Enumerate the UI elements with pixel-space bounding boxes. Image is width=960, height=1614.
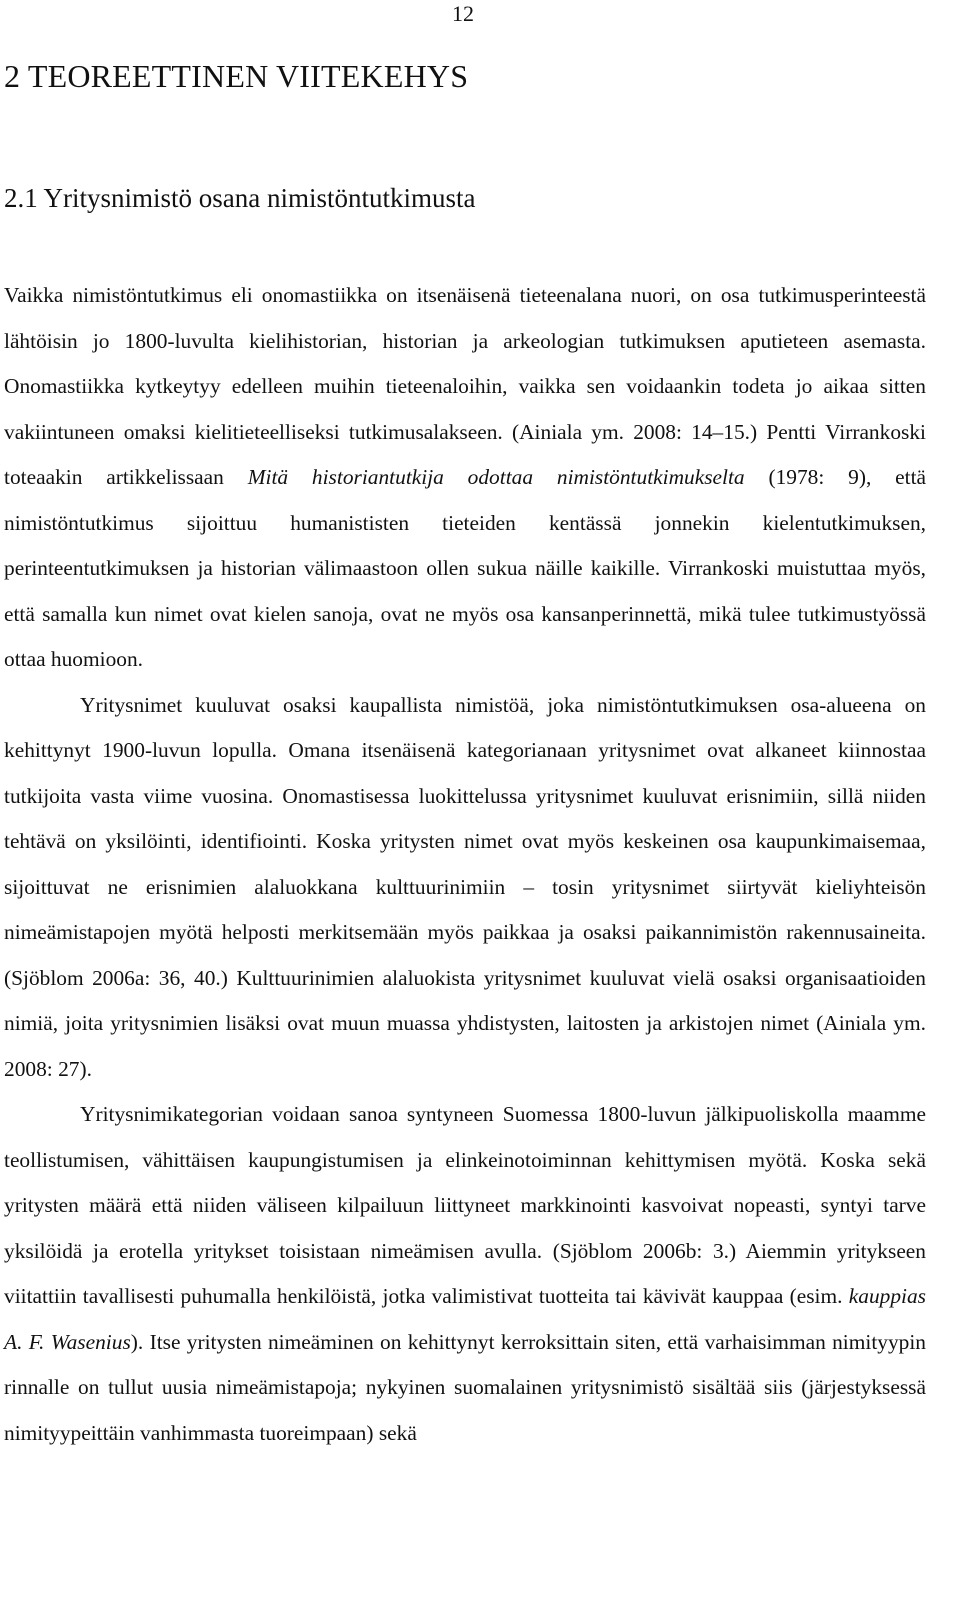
article-title: Mitä historiantutkija odottaa nimistöntutkimukselta [247, 465, 745, 489]
example-name: kauppias A. F. Wasenius [4, 1284, 926, 1354]
paragraph-2: Yritysnimet kuuluvat osaksi kaupallista nimistöä, joka nimistöntutkimuksen osa-alueena on kehittynyt 1900-luvun lopulla. Omana itsenäisenä kategorianaan yritysnimet ovat alkaneet kiinnostaa tutkijoita vasta viime vuosina. Onomastisessa luokittelussa yritysnimet kuuluvat erisnimiin, sillä niiden tehtävä on yksilöinti, identifiointi. Koska yritysten nimet ovat myös keskeinen osa kaupunkimaisemaa, sijoittuvat ne erisnimien alaluokkana kulttuurinimiin – tosin yritysnimet siirtyvät kieliyhteisön nimeämistapojen myötä helposti merkitsemään myös paikkaa ja osaksi paikannimistön rakennusaineita. (Sjöblom 2006a: 36, 40.) Kulttuurinimien alaluokista yritysnimet kuuluvat vielä osaksi organisaatioiden nimiä, joita yritysnimien lisäksi ovat muun muassa yhdistysten, laitosten ja arkistojen nimet (Ainiala ym. 2008: 27). [4, 692, 926, 1081]
section-title: 2.1 Yritysnimistö osana nimistöntutkimusta [4, 183, 476, 213]
paragraph-3-text-start: Yritysnimikategorian voidaan sanoa syntyneen Suomessa 1800-luvun jälkipuoliskolla maamme teollistumisen, vähittäisen kaupungistumisen ja elinkeinotoiminnan kehittymisen myötä. Koska sekä yritysten määrä että niiden väliseen kilpailuun liittyneet markkinointi kasvoivat nopeasti, syntyi tarve yksilöidä ja erotella yritykset toisistaan nimeämisen avulla. (Sjöblom 2006b: 3.) Aiemmin yritykseen viitattiin tavallisesti puhumalla henkilöistä, jotka valimistivat tuotteita tai kävivät kauppaa (esim. [4, 1102, 926, 1308]
paragraph-1 [4, 273, 926, 683]
paragraph-3-text-end: ). Itse yritysten nimeäminen on kehittynyt kerroksittain siten, että varhaisimman nimityypin rinnalle on tullut uusia nimeämistapoja; nykyinen suomalainen yritysnimistö sisältää siis (järjestyksessä nimityypeittäin vanhimmasta tuoreimpaan) sekä [4, 1329, 926, 1445]
chapter-title: 2 TEOREETTINEN VIITEKEHYS [4, 58, 469, 94]
paragraph-1-text-start: Vaikka nimistöntutkimus eli onomastiikka on itsenäisenä tieteenalana nuori, on osa tutkimusperinteestä lähtöisin jo 1800-luvulta kielihistorian, historian ja arkeologian tutkimuksen aputieteen asemasta. Onomastiikka kytkeytyy edelleen muihin tieteenaloihin, vaikka sen voidaankin todeta jo aikaa sitten vakiintuneen omaksi kielitieteelliseksi tutkimusalakseen. (Ainiala ym. 2008: 14–15.) Pentti Virrankoski toteaakin artikkelissaan [4, 283, 926, 489]
paragraph-1-text-end: (1978: 9), että nimistöntutkimus sijoittuu humanististen tieteiden kentässä jonnekin kielentutkimuksen, perinteentutkimuksen ja historian välimaastoon ollen sukua näille kaikille. Virrankoski muistuttaa myös, että samalla kun nimet ovat kielen sanoja, ovat ne myös osa kansanperinnettä, mikä tulee tutkimustyössä ottaa huomioon. [4, 465, 927, 671]
paragraph-3 [4, 1092, 926, 1456]
page-number: 12 [452, 1, 474, 26]
body-text [4, 273, 926, 1456]
